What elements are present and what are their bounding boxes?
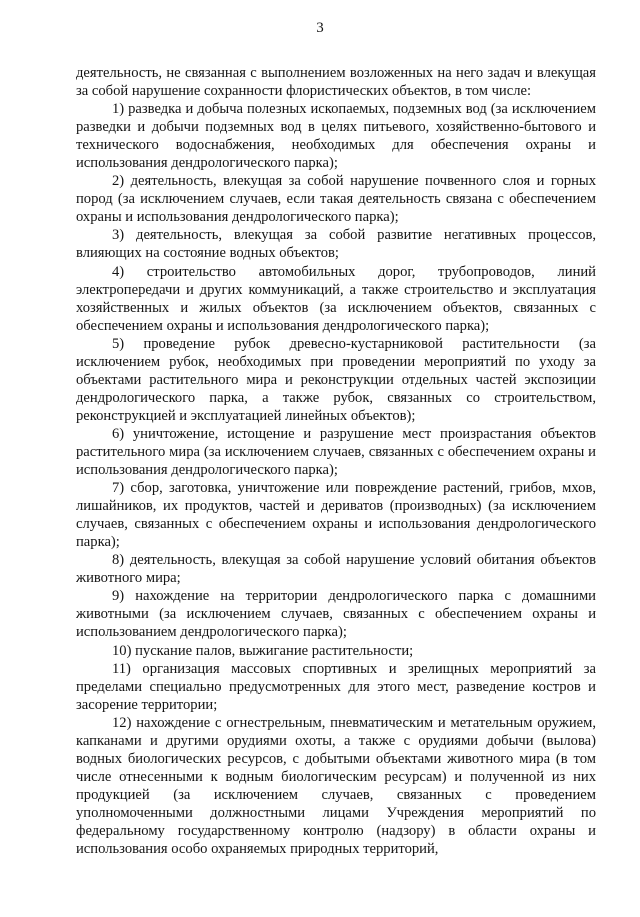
document-body — [76, 64, 596, 858]
list-item-8: 8) деятельность, влекущая за собой нарушение условий обитания объектов животного мира; — [76, 552, 596, 587]
list-item-12: 12) нахождение с огнестрельным, пневматическим и метательным оружием, капканами и другими орудиями охоты, а также с орудиями добычи (вылова) водных биологических ресурсов, с добытыми объектами животного мира (в том числе отнесенными к водным биологическим ресурсам) и полученной из них продукцией (за исключением случаев, связанных с проведением уполномоченными должностными лицами Учреждения мероприятий по федеральному государственному контролю (надзору) в области охраны и использования особо охраняемых природных территорий, — [76, 714, 596, 858]
list-item-7: 7) сбор, заготовка, уничтожение или повреждение растений, грибов, мхов, лишайников, их продуктов, частей и дериватов (производных) (за исключением случаев, связанных с обеспечением охраны и использования дендрологического парка); — [76, 480, 596, 551]
list-item-3: 3) деятельность, влекущая за собой развитие негативных процессов, влияющих на состояние водных объектов; — [76, 227, 596, 262]
list-item-4: 4) строительство автомобильных дорог, трубопроводов, линий электропередачи и других коммуникаций, а также строительство и эксплуатация хозяйственных и жилых объектов (за исключением объектов, связанных с обеспечением охраны и использования дендрологического парка); — [76, 263, 596, 334]
list-item-2: 2) деятельность, влекущая за собой нарушение почвенного слоя и горных пород (за исключением случаев, если такая деятельность связана с обеспечением охраны и использования дендрологического парка); — [76, 173, 596, 226]
list-item-6: 6) уничтожение, истощение и разрушение мест произрастания объектов растительного мира (за исключением случаев, связанных с обеспечением охраны и использования дендрологического парка); — [76, 425, 596, 479]
list-item-9: 9) нахождение на территории дендрологического парка с домашними животными (за исключением случаев, связанных с обеспечением охраны и использованием дендрологического парка); — [76, 588, 596, 641]
list-item-11: 11) организация массовых спортивных и зрелищных мероприятий за пределами специально предусмотренных для этого мест, разведение костров и засорение территории; — [76, 660, 596, 713]
list-item-5: 5) проведение рубок древесно-кустарниковой растительности (за исключением рубок, необходимых при проведении мероприятий по уходу за объектами растительного мира и реконструкции отдельных частей экспозиции дендрологического парка, а также рубок, связанных со строительством, реконструкцией и эксплуатацией линейных объектов); — [76, 335, 596, 424]
list-item-10: 10) пускание палов, выжигание растительности; — [112, 642, 414, 659]
paragraph-intro: деятельность, не связанная с выполнением возложенных на него задач и влекущая за собой нарушение сохранности флористических объектов, в том числе: — [76, 65, 596, 100]
page-number: 3 — [316, 20, 324, 36]
list-item-1: 1) разведка и добыча полезных ископаемых, подземных вод (за исключением разведки и добычи подземных вод в целях питьевого, хозяйственно-бытового и технического водоснабжения, необходимых для обеспечения охраны и использования дендрологического парка); — [76, 101, 596, 172]
